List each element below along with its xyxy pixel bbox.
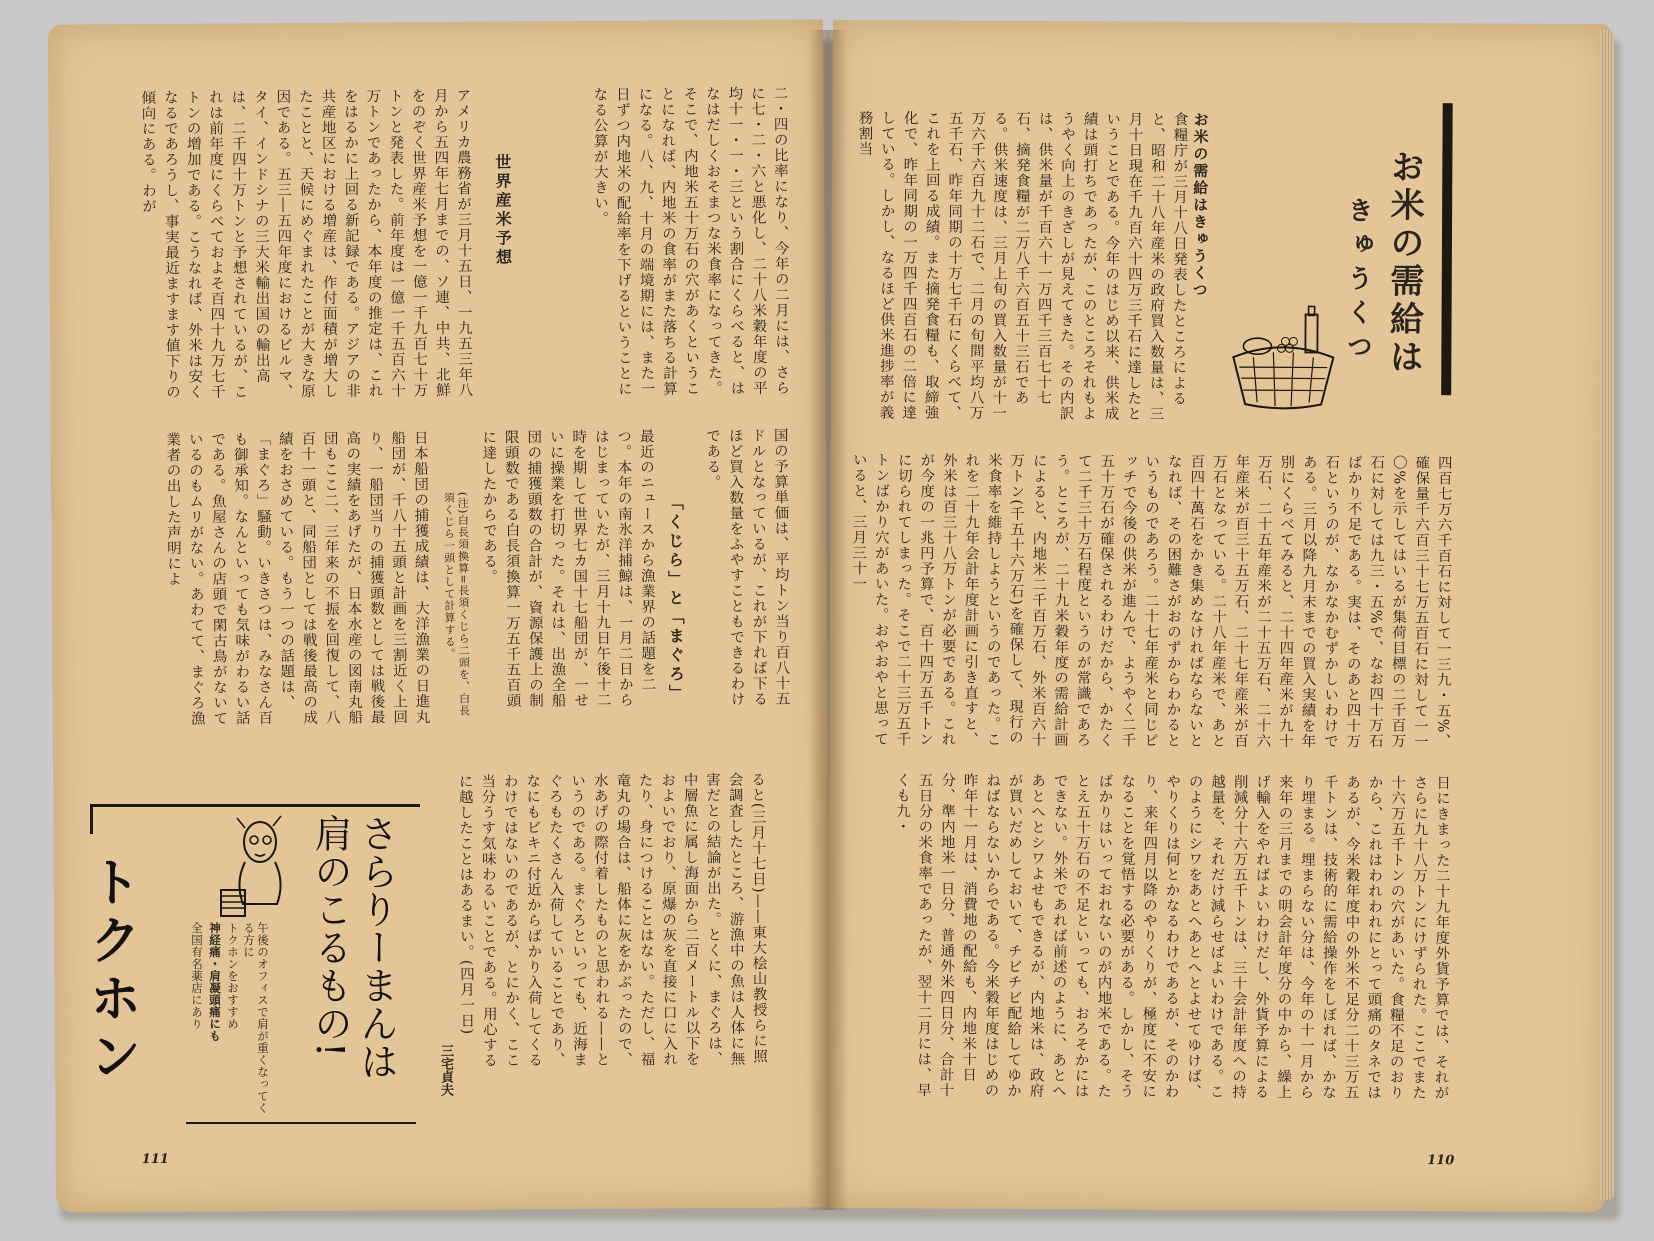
page-edges: [1600, 30, 1614, 1200]
cartoon-man-illustration: [215, 812, 305, 922]
page-number-left: 111: [141, 1151, 169, 1168]
right-page: [827, 20, 1611, 1212]
right-bottom-text: 日にきまった二十九年度外貨予算では、それがさらに九十八万トンにけずられた。ここでまた十六万五千トンの穴があいた。食糧不足のおりから、これはわれわれにとって頭痛のタネではあるが、今米穀年度中の外米不足分二十三万五千トンは、技術的に需給操作をしぼれば、かなり埋まる。埋まらない分は、今年の十一月から来年の三月までの明会計年度分の中から、繰上げ輸入をやればよいわけだし、外貨予算による削減分十六万五千トンは、三十会計年度への持越量を、それだけ減らせばよいわけである。このようにシワをあとへあとへとよせてゆけば、やりくりは何とかなるわけであるが、そのかわり、来年四月以降のやりくりが、極度に不安になることを覚悟する必要がある。しかし、そうばかりはいっておれないのが内地米である。たとえ五十万石の不足といっても、おろそかにはできない。外米であれば前述のように、あとへあとへとシワよせもできるが、内地米は、政府が買いだめしておいて、チビチビ配給してゆかねばならないからである。今米穀年度はじめの昨年十一月は、消費地の配給も、内地米十日分、準内地米一日分、普通外米四日分、合計十五日分の米食率であったが、翌十二月には、早くも九・: [893, 772, 1451, 1101]
article-subheading: お米の需給はきゅうくつ: [1190, 111, 1210, 299]
ad-headline-1: さらりーまんは: [354, 814, 398, 1080]
right-top-text: 食糧庁が三月十八日発表したところによると、昭和二十八年産米の政府買入数量は、三月十日現在千九百六十四万三千石に達したということである。今年のはじめ以来、供米成績は頭打ちであったが、このところそれもようやく向上のきざしが見えてきた。その内訳は、供米量が千百六十一万四千三百七十七石、摘発食糧が二万八千六百五十三石である。供米速度は、三月上旬の買入数量が十一万六千六百九十二石で、二月の旬間平均八万五千石、昨年同期の十万七千石にくらべて、これを上回る成績。また摘発食糧も、取締強化で、昨年同期の一万四千四百石の二倍に達している。しかし、なるほど供米進捗率が義務割当: [856, 110, 1188, 422]
page-number-right: 110: [1427, 1153, 1455, 1169]
section-heading-world-rice: 世界産米予想: [492, 153, 513, 268]
ad-copy-2: トクホンをおすすめ: [226, 922, 240, 1030]
ad-copy-4: 全国有名薬店にあり: [190, 922, 204, 1030]
left-middle-text: 最近のニュースから漁業界の話題を二つ。本年の南氷洋捕鯨は、一月二日からはじまっていたが、三月十九日午後十二時を期して世界七カ国十七船団が、一せいに操業を打切った。それは、出漁全船団の捕獲頭数の合計が、資源保護上の制限頭数である白長須換算一万五千五百頭に達したからである。: [480, 428, 656, 709]
left-top-right-text: 二・四の比率になり、今年の二月には、さらに七・二・六と悪化し、二十八米穀年度の平均十一・一・三という割合にくらべると、はなはだしくおそまつな米食率になってきた。そこで、内地米五十万石の穴があくということになれば、内地米の食率がまた落ちる計算になる。八、九、十月の端境期には、また一日ずつ内地米の配給率を下げるということになる公算が大きい。: [591, 85, 790, 397]
ad-brand-name: トクホン: [80, 855, 140, 1087]
food-basket-illustration: [1223, 302, 1344, 413]
left-top-left-text: アメリカ農務省が三月十五日、一九五三年八月から五四年七月までの、ソ連、中共、北鮮をのぞく世界産米予想を一億一千九百七十万トンと発表した。前年度は一億一千五百六十万トンであったから、本年度の推定は、これをはるかに上回る新記録である。アジアの非共産地区における増産は、作付面積が増大したことと、天候にめぐまれたことが大きな原因である。五三―五四年度におけるビルマ、タイ、インドシナの三大米輸出国の輸出高は、二千四十万トンと予想されているが、これは前年度にくらべておよそ百四十九万七千トンの増加である。こうなれば、外米は安くなるであろうし、事実最近ますます値下りの傾向にある。わが: [139, 87, 473, 400]
ad-copy-3: 神経痛・肩凝頭痛にも: [208, 922, 222, 1042]
ad-headline-2: 肩のこるもの!: [308, 814, 352, 1058]
footnote: (注)白長須換算=長須くじら二頭を、白長須くじら一頭として計算する。: [442, 491, 471, 717]
left-bottom-text: ると(三月十七日)——東大桧山教授らに照会調査したところ、游漁中の魚は人体に無害だとの結論が出た。とくに、まぐろは、中層魚に属し海面から二百メートル以下をおよいでおり、原爆の灰を直接に口に入れたり、身につけることはない。ただし、福竜丸の場合は、船体に灰をかぶったので、水あげの際付着したものと思われる——というのである。まぐろといっても、近海まぐろもたくさん入荷していることであり、なにもビキニ付近からばかり入荷してくるわけではないのであるが、とにかく、ここ当分うす気味わるいことである。用心するに越したことはあるまい。(四月一日): [456, 771, 768, 1069]
tokuhon-advertisement: [80, 804, 453, 1129]
ad-copy-1: 午後のオフィスで肩が重くなってくる方に: [242, 922, 270, 1114]
article-title-sub: きゅうくつ: [1342, 196, 1374, 367]
title-bar: [1441, 103, 1453, 395]
left-middle-far-text: 日本船団の捕獲成績は、大洋漁業の日進丸船団が、千八十五頭と計画を三割近く上回り、一船団当りの捕獲頭数としては戦後最高の実績をあげたが、日本水産の図南丸船団もここ二、三年来の不振を回復して、八百十一頭と、同船団としては戦後最高の成績をおさめている。もう一つの話題は、「まぐろ」騒動。いきさつは、みなさん百も御承知。なんといっても気味がわるい話である。魚屋さんの店頭で閑古鳥がないているのもムリがない。あわてて、まぐろ漁業者の出した声明によ: [164, 430, 430, 727]
right-middle-text: 四百七万六千百石に対して一三九・五%、確保量千六百三十七万五百石に対して一一〇%を示してはいるが集荷目標の二千百万石に対しては九三・五%で、なお四十万石ばかり不足である。実は、そのあと四十万石というのが、なかなかむずかしいわけである。三月以降九月末までの買入実績を年別にくらべてみると、二十四年産米が九十万石、二十五年産米が二十五万石、二十六年産米が百三十五万石、二十七年産米が百万石となっている。二十八年産米で、あと百四十萬石をかき集めなければならないとなれば、その困難さがおのずからわかるというものであろう。二十七年産米と同じピッチで今後の供米が進んで、ようやく二千五十万石が確保されるわけだから、かたくて二千三十万石程度というのが常識であろう。ところが、二十九米穀年度の需給計画によると、内地米二千百万石、外米百六十万トン(千五十六万石)を確保して、現行の米食率を維持しようというのであった。これを二十九年会計年度計画に引き直すと、外米は百三十八万トンが必要である。これが今度の一兆円予算で、百十四万五千トンに切られてしまった。そこで二十三万五千トンばかり穴があいた。おやおやと思っていると、三月三十一: [850, 452, 1452, 750]
section-heading-whale-tuna: 「くじら」と「まぐろ」: [665, 494, 686, 704]
ad-illustrator: 三宅貞夫: [438, 1044, 453, 1096]
left-middle-right-text: 国の予算単価は、平均トン当り百八十五ドルとなっているが、これが下れば下るほど買入数量をふやすこともできるわけである。: [704, 427, 790, 707]
ad-top-rule: [90, 804, 420, 807]
book-gutter: [808, 30, 848, 1210]
article-title: お米の需給は: [1383, 148, 1425, 378]
ad-bottom-rule: [186, 1122, 416, 1124]
